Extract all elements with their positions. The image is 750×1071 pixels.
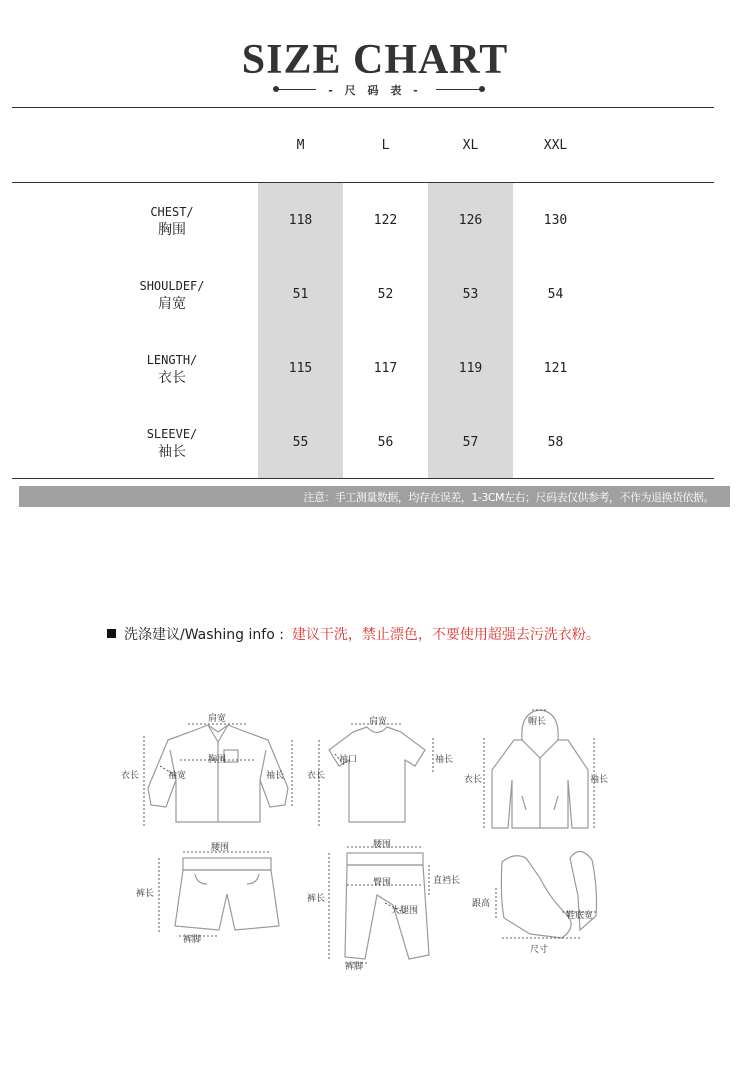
table-cell: 122 xyxy=(373,213,398,228)
table-header-rule xyxy=(12,182,714,183)
shoe-outline-icon xyxy=(470,838,620,958)
table-cell: 52 xyxy=(377,287,394,302)
trousers-label-thigh: 大腿围 xyxy=(391,906,419,916)
table-cell: 57 xyxy=(462,435,479,450)
shirt-label-sleeve: 袖长 xyxy=(266,771,285,781)
shirt-diagram xyxy=(120,710,310,835)
washing-label: 洗涤建议/Washing info : xyxy=(124,627,284,643)
table-cell: 56 xyxy=(377,435,394,450)
table-cell: 54 xyxy=(547,287,564,302)
size-header-m: M xyxy=(296,138,305,153)
row-label-en: LENGTH/ xyxy=(146,353,198,367)
hoodie-label-sleeve: 袖长 xyxy=(590,775,609,785)
shorts-outline-icon xyxy=(135,838,295,948)
size-header-xl: XL xyxy=(462,138,479,153)
shoe-diagram xyxy=(470,838,620,958)
table-cell: 51 xyxy=(292,287,309,302)
table-cell: 53 xyxy=(462,287,479,302)
hoodie-diagram xyxy=(460,700,620,835)
trousers-label-hem: 裤脚 xyxy=(345,962,364,972)
page-title: SIZE CHART xyxy=(241,37,509,83)
shorts-label-hem: 裤脚 xyxy=(183,935,202,945)
bullet-square-icon xyxy=(107,629,116,638)
row-label-length xyxy=(112,351,232,387)
table-cell: 55 xyxy=(292,435,309,450)
trousers-label-waist: 腰围 xyxy=(373,840,392,850)
table-top-rule xyxy=(12,107,714,108)
measurement-note-bar xyxy=(19,486,730,507)
size-header-l: L xyxy=(381,138,390,153)
subtitle-line-right xyxy=(436,89,480,90)
measurement-note: 注意：手工测量数据，均存在误差，1-3CM左右；尺码表仅供参考，不作为退换货依据。 xyxy=(303,491,714,504)
shoe-label-heel: 跟高 xyxy=(472,899,491,909)
row-label-shoulder xyxy=(112,277,232,313)
table-cell: 58 xyxy=(547,435,564,450)
shorts-label-length: 裤长 xyxy=(136,889,155,899)
trousers-label-hip: 臀围 xyxy=(373,878,392,888)
shoe-label-size: 尺寸 xyxy=(530,945,549,955)
shirt-label-sleeve-width: 袖宽 xyxy=(168,771,187,781)
table-cell: 115 xyxy=(288,361,313,376)
tshirt-outline-icon xyxy=(305,710,465,835)
tshirt-label-length: 衣长 xyxy=(307,771,326,781)
row-label-en: CHEST/ xyxy=(150,205,194,219)
row-label-zh: 衣长 xyxy=(158,370,186,386)
row-label-chest xyxy=(112,203,232,239)
table-cell: 130 xyxy=(543,213,568,228)
size-header-xxl: XXL xyxy=(543,138,568,153)
row-label-sleeve xyxy=(112,425,232,461)
tshirt-diagram xyxy=(305,710,465,835)
row-label-zh: 胸围 xyxy=(158,222,186,238)
shorts-label-waist: 腰围 xyxy=(211,843,230,853)
washing-advice: 建议干洗，禁止漂色，不要使用超强去污洗衣粉。 xyxy=(291,627,600,643)
row-label-zh: 袖长 xyxy=(158,444,186,460)
shirt-label-shoulder: 肩宽 xyxy=(208,714,227,724)
hoodie-label-hat: 帽长 xyxy=(528,717,547,727)
row-label-en: SHOULDEF/ xyxy=(139,279,205,293)
subtitle: - 尺 码 表 - xyxy=(328,84,422,97)
hoodie-label-length: 衣长 xyxy=(464,775,483,785)
table-cell: 119 xyxy=(458,361,483,376)
table-cell: 121 xyxy=(543,361,568,376)
subtitle-row xyxy=(0,82,750,98)
table-bottom-rule xyxy=(12,478,714,479)
shoe-label-sole: 鞋底宽 xyxy=(566,911,594,921)
trousers-diagram xyxy=(305,835,475,970)
shirt-label-chest: 胸围 xyxy=(208,755,227,765)
shirt-label-length: 衣长 xyxy=(121,771,140,781)
washing-info xyxy=(107,624,600,644)
row-label-zh: 肩宽 xyxy=(158,296,186,312)
trousers-label-length: 裤长 xyxy=(307,894,326,904)
trousers-label-rise: 直裆长 xyxy=(433,876,461,886)
trousers-outline-icon xyxy=(305,835,475,970)
tshirt-label-cuff: 袖口 xyxy=(339,755,358,765)
tshirt-label-shoulder: 肩宽 xyxy=(369,717,388,727)
tshirt-label-sleeve: 袖长 xyxy=(435,755,454,765)
row-label-en: SLEEVE/ xyxy=(146,427,198,441)
table-cell: 118 xyxy=(288,213,313,228)
shorts-diagram xyxy=(135,838,295,948)
table-cell: 126 xyxy=(458,213,483,228)
table-cell: 117 xyxy=(373,361,398,376)
subtitle-dot-right xyxy=(479,86,485,92)
